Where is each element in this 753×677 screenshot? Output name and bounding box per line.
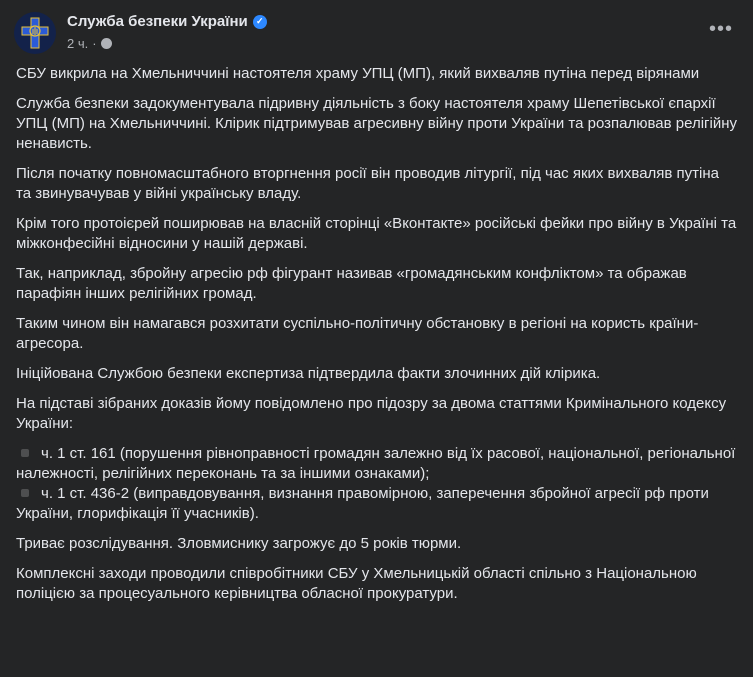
post-paragraph: Триває розслідування. Зловмиснику загрожує до 5 років тюрми. [16,535,462,552]
globe-icon [101,38,112,49]
post-meta [67,36,112,51]
post-paragraph: Комплексні заходи проводили співробітники СБУ у Хмельницькій області спільно з Національною поліцією за процесуального керівництва обласної прокуратури. [16,565,697,602]
bullet-icon [21,489,29,497]
post-body [0,64,753,604]
bullet-item: ч. 1 ст. 436-2 (виправдовування, визнання правомірною, заперечення збройної агресії рф проти України, глорифікація її учасників). [16,485,709,522]
post-paragraph: Служба безпеки задокументувала підривну діяльність з боку настоятеля храму Шепетівської єпархії УПЦ (МП) на Хмельниччині. Клірик підтримував агресивну війну проти України та розпалював релігійну ненависть. [16,95,737,152]
bullet-icon [21,449,29,457]
post-paragraph: СБУ викрила на Хмельниччині настоятеля храму УПЦ (МП), який вихваляв путіна перед вірянами [16,65,700,82]
post-paragraph: Так, наприклад, збройну агресію рф фігурант називав «громадянським конфліктом» та ображав парафіян інших релігійних громад. [16,265,687,302]
page-avatar[interactable] [14,12,56,54]
page-name[interactable] [67,13,267,30]
post-header [0,0,753,64]
bullet-item: ч. 1 ст. 161 (порушення рівноправності громадян залежно від їх расової, національної, регіональної належності, релігійних переконань та за іншими ознаками); [16,445,736,482]
post-paragraph: На підставі зібраних доказів йому повідомлено про підозру за двома статтями Кримінального кодексу України: [16,395,727,432]
page-name-link[interactable]: Служба безпеки України [67,13,248,30]
bullet-list [16,444,737,524]
sbu-emblem-icon [18,16,52,50]
post-paragraph: Таким чином він намагався розхитати суспільно-політичну обстановку в регіоні на користь країни-агресора. [16,315,699,352]
post-paragraph: Ініційована Службою безпеки експертиза підтвердила факти злочинних дій клірика. [16,365,601,382]
post-time[interactable]: 2 ч. [67,36,89,51]
post-paragraph: Після початку повномасштабного вторгнення росії він проводив літургії, під час яких вихваляв путіна та звинувачував у війні українську владу. [16,165,720,202]
post-paragraph: Крім того протоієрей поширював на власній сторінці «Вконтакте» російські фейки про війну в Україні та міжконфесійні відносини у нашій державі. [16,215,737,252]
verified-badge-icon: ✓ [253,15,267,29]
more-options-icon[interactable]: ••• [708,18,733,40]
separator: · [92,36,97,51]
